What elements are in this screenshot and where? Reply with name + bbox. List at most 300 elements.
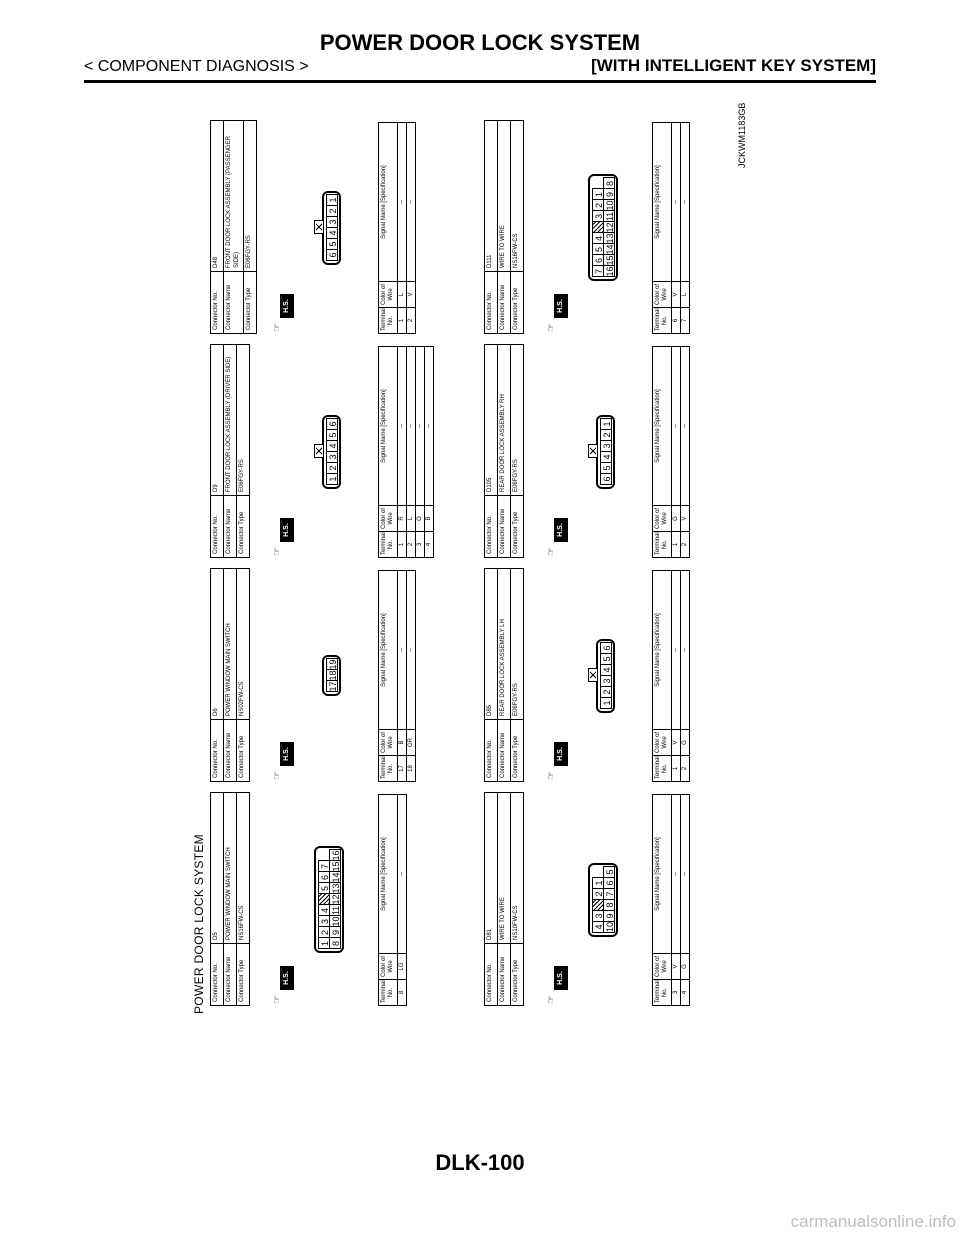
hand-icon: ☞ <box>546 547 557 556</box>
wire-color: V <box>407 281 415 307</box>
wire-color-header: Color of Wire <box>379 505 397 531</box>
signal-name: – <box>682 424 689 428</box>
wire-color-header: Color of Wire <box>653 505 671 531</box>
pin: 13 <box>331 883 341 894</box>
connector-no-label: Connector No. <box>485 943 497 1005</box>
wire-color: V <box>672 729 680 755</box>
wire-color: R <box>398 505 406 531</box>
terminal-no: 3 <box>672 979 680 1005</box>
terminal-no: 1 <box>672 531 680 557</box>
wire-color-header: Color of Wire <box>379 953 397 979</box>
terminal-no: 2 <box>407 307 415 333</box>
pin: 3 <box>318 916 330 928</box>
terminal-no: 18 <box>407 755 415 781</box>
pin: 5 <box>326 238 338 250</box>
wire-color: B <box>398 729 406 755</box>
connector-no-value: D6 <box>213 708 219 716</box>
pin: 11 <box>605 211 615 222</box>
pin-row <box>326 419 337 485</box>
connector-no-label: Connector No. <box>211 495 223 557</box>
connector-info-table <box>210 568 250 782</box>
terminal-no-header: Terminal No. <box>653 531 671 557</box>
pin-row <box>326 195 337 261</box>
connector-name-label: Connector Name <box>498 495 510 557</box>
connector-name-label: Connector Name <box>224 943 236 1005</box>
connector-name-value: REAR DOOR LOCK ASSEMBLY RH <box>500 394 506 492</box>
wire-color-header: Color of Wire <box>653 281 671 307</box>
connector-no-value: D48 <box>213 256 219 268</box>
pin: 15 <box>331 861 341 872</box>
signal-name: – <box>682 648 689 652</box>
signal-name: – <box>399 200 406 204</box>
connector-name-value: WIRE TO WIRE <box>500 225 506 268</box>
terminal-no: 1 <box>672 755 680 781</box>
connector-name-value: REAR DOOR LOCK ASSEMBLY LH <box>500 619 506 716</box>
pin: 5 <box>326 429 338 441</box>
pin: 10 <box>605 921 615 932</box>
terminal-row <box>672 571 681 781</box>
wire-color-header: Color of Wire <box>379 729 397 755</box>
terminal-row <box>672 795 681 1005</box>
pin: 7 <box>592 266 604 278</box>
terminal-table <box>378 570 416 782</box>
pin: 12 <box>331 894 341 905</box>
connector-name-value: FRONT DOOR LOCK ASSEMBLY (PASSENGER SIDE) <box>226 136 240 268</box>
pin-row <box>600 419 611 485</box>
pin: 3 <box>326 216 338 228</box>
hs-symbol <box>272 516 296 556</box>
connector-no-row <box>485 121 498 333</box>
terminal-row <box>681 571 689 781</box>
pin: 1 <box>592 189 604 201</box>
wire-color: L <box>681 281 689 307</box>
pin: 1 <box>600 418 612 430</box>
pin: 3 <box>600 675 612 687</box>
diagram-code: JCKWM1183GB <box>737 102 747 168</box>
connector-type-row <box>237 569 249 781</box>
connector-no-row <box>211 569 224 781</box>
lock-tab-icon <box>588 668 598 682</box>
pin: 16 <box>331 850 341 861</box>
terminal-no: 3 <box>416 531 424 557</box>
pin-row <box>318 851 329 950</box>
wire-color: V <box>672 281 680 307</box>
terminal-no: 1 <box>398 307 406 333</box>
pin: 5 <box>600 462 612 474</box>
connector-type-row <box>511 345 523 557</box>
hs-badge: H.S. <box>554 518 568 542</box>
connector-type-row <box>244 121 256 333</box>
connector-name-row <box>224 345 237 557</box>
connector-name-row <box>224 121 244 333</box>
pin: 8 <box>329 938 341 950</box>
connector-type-value: NS16FW-CS <box>513 233 519 268</box>
connector-cell <box>210 570 470 782</box>
lock-tab-icon <box>314 220 324 234</box>
terminal-no: 2 <box>681 531 689 557</box>
pin-row <box>592 179 603 278</box>
hs-badge: H.S. <box>554 966 568 990</box>
pin: 6 <box>326 249 338 261</box>
pin: 10 <box>331 916 341 927</box>
hs-symbol <box>546 964 570 1004</box>
pin: 9 <box>603 189 615 201</box>
terminal-table-header <box>379 347 398 557</box>
pin: 3 <box>592 910 604 922</box>
connector-diagram <box>192 102 832 1014</box>
wire-color: GR <box>407 729 415 755</box>
header-rule <box>84 80 876 83</box>
connector-type-label: Connector Type <box>511 495 523 557</box>
connector-no-value: D85 <box>487 704 493 716</box>
pin: 2 <box>318 927 330 939</box>
connector-name-label: Connector Name <box>498 271 510 333</box>
wire-color: G <box>672 505 680 531</box>
signal-name-header: Signal Name [Specification] <box>381 837 387 911</box>
terminal-row <box>681 795 689 1005</box>
signal-name: – <box>673 200 680 204</box>
pin: 4 <box>326 227 338 239</box>
connector-info-table <box>484 344 524 558</box>
connector-type-value: E06FGY-RS <box>513 459 519 492</box>
wire-color: G <box>681 729 689 755</box>
pin: 7 <box>603 888 615 900</box>
connector-cell <box>484 794 744 1006</box>
pin: 4 <box>600 451 612 463</box>
connector-name-row <box>498 793 511 1005</box>
connector-face <box>322 191 341 265</box>
wire-color: B <box>425 505 433 531</box>
signal-name: – <box>682 872 689 876</box>
terminal-row <box>407 571 415 781</box>
terminal-table <box>378 346 434 558</box>
connector-type-row <box>237 345 249 557</box>
page-title: POWER DOOR LOCK SYSTEM <box>319 30 641 55</box>
connector-cell <box>210 346 470 558</box>
pin: 6 <box>592 255 604 267</box>
signal-name: – <box>682 200 689 204</box>
connector-face <box>596 639 615 713</box>
hs-symbol <box>272 292 296 332</box>
connector-name-row <box>224 569 237 781</box>
terminal-row <box>416 347 425 557</box>
pin: 16 <box>605 266 615 277</box>
pin: 2 <box>326 462 338 474</box>
connector-name-row <box>498 569 511 781</box>
connector-cell <box>484 570 744 782</box>
connector-no-label: Connector No. <box>211 271 223 333</box>
hand-icon: ☞ <box>272 995 283 1004</box>
pin-row <box>592 867 603 933</box>
connector-no-value: D5 <box>213 932 219 940</box>
connector-name-value: POWER WINDOW MAIN SWITCH <box>226 623 232 716</box>
terminal-no: 2 <box>681 755 689 781</box>
pin: 4 <box>592 921 604 933</box>
hs-badge: H.S. <box>280 294 294 318</box>
connector-type-value: E06FGY-RS <box>239 459 245 492</box>
hs-badge: H.S. <box>280 742 294 766</box>
pin: 2 <box>592 200 604 212</box>
pin-row <box>329 851 340 950</box>
connector-type-value: NS02FW-CS <box>239 681 245 716</box>
terminal-table-header <box>653 795 672 1005</box>
connector-no-value: D105 <box>487 477 493 492</box>
connector-no-row <box>485 793 498 1005</box>
connector-name-row <box>224 793 237 1005</box>
connector-type-row <box>511 793 523 1005</box>
connector-no-row <box>211 121 224 333</box>
pin: 18 <box>328 670 338 681</box>
connector-type-value: NS10FW-CS <box>513 905 519 940</box>
wire-color-header: Color of Wire <box>379 281 397 307</box>
pin: 1 <box>318 938 330 950</box>
pin: 1 <box>326 473 338 485</box>
pin-row <box>600 643 611 709</box>
connector-type-label: Connector Type <box>244 271 256 333</box>
connector-face <box>322 415 341 489</box>
connector-name-value: POWER WINDOW MAIN SWITCH <box>226 847 232 940</box>
terminal-no: 8 <box>398 979 406 1005</box>
terminal-table <box>652 794 690 1006</box>
terminal-row <box>398 795 406 1005</box>
pin: 14 <box>331 872 341 883</box>
hs-symbol <box>272 740 296 780</box>
terminal-row <box>425 347 433 557</box>
pin: 5 <box>318 883 330 895</box>
signal-name-header: Signal Name [Specification] <box>655 613 661 687</box>
connector-no-label: Connector No. <box>485 719 497 781</box>
pin: 3 <box>600 440 612 452</box>
connector-no-row <box>485 569 498 781</box>
connector-name-label: Connector Name <box>224 495 236 557</box>
terminal-row <box>681 123 689 333</box>
pin: 6 <box>600 473 612 485</box>
pin: 9 <box>603 910 615 922</box>
wire-color-header: Color of Wire <box>653 729 671 755</box>
signal-name: – <box>408 648 415 652</box>
pin: 4 <box>592 233 604 245</box>
diagram-title: POWER DOOR LOCK SYSTEM <box>192 834 206 1014</box>
connector-type-label: Connector Type <box>237 719 249 781</box>
hs-symbol <box>546 292 570 332</box>
wire-color: V <box>681 505 689 531</box>
pin: 11 <box>331 905 341 916</box>
connector-name-label: Connector Name <box>224 719 236 781</box>
connector-cell <box>210 122 470 334</box>
connector-type-row <box>237 793 249 1005</box>
pin: 2 <box>592 888 604 900</box>
terminal-row <box>398 123 407 333</box>
pin: 2 <box>600 686 612 698</box>
pin: 10 <box>605 200 615 211</box>
terminal-row <box>407 347 416 557</box>
signal-name-header: Signal Name [Specification] <box>655 837 661 911</box>
connector-face <box>314 847 344 954</box>
terminal-row <box>398 571 407 781</box>
connector-type-label: Connector Type <box>511 943 523 1005</box>
hand-icon: ☞ <box>546 995 557 1004</box>
connector-type-label: Connector Type <box>511 719 523 781</box>
terminal-table <box>652 346 690 558</box>
pin: 9 <box>329 927 341 939</box>
hs-badge: H.S. <box>554 742 568 766</box>
terminal-no: 6 <box>672 307 680 333</box>
connector-info-table <box>484 120 524 334</box>
connector-face <box>588 175 618 282</box>
terminal-row <box>672 123 681 333</box>
pin: 4 <box>326 440 338 452</box>
hs-badge: H.S. <box>280 966 294 990</box>
connector-type-label: Connector Type <box>237 943 249 1005</box>
pin: 5 <box>592 244 604 256</box>
hand-icon: ☞ <box>546 771 557 780</box>
variant-label: [WITH INTELLIGENT KEY SYSTEM] <box>591 56 876 75</box>
hand-icon: ☞ <box>546 323 557 332</box>
terminal-table-header <box>379 571 398 781</box>
hand-icon: ☞ <box>272 323 283 332</box>
terminal-no-header: Terminal No. <box>653 979 671 1005</box>
connector-no-value: D111 <box>487 254 493 268</box>
terminal-no: 17 <box>398 755 406 781</box>
terminal-no-header: Terminal No. <box>379 755 397 781</box>
pin: 3 <box>326 451 338 463</box>
pin: 6 <box>603 877 615 889</box>
connector-no-value: D9 <box>213 484 219 492</box>
signal-name: – <box>408 424 415 428</box>
pin: 5 <box>600 653 612 665</box>
signal-name: – <box>408 200 415 204</box>
wire-color: O <box>416 505 424 531</box>
hs-badge: H.S. <box>554 294 568 318</box>
connector-info-table <box>210 792 250 1006</box>
terminal-no-header: Terminal No. <box>379 307 397 333</box>
connector-type-row <box>511 569 523 781</box>
signal-name-header: Signal Name [Specification] <box>381 389 387 463</box>
connector-info-table <box>210 344 250 558</box>
terminal-table-header <box>653 347 672 557</box>
terminal-table-header <box>379 123 398 333</box>
terminal-row <box>681 347 689 557</box>
connector-name-value: WIRE TO WIRE <box>500 897 506 940</box>
connector-cell <box>484 346 744 558</box>
connector-no-label: Connector No. <box>485 495 497 557</box>
terminal-row <box>672 347 681 557</box>
connector-type-row <box>511 121 523 333</box>
connector-face <box>322 656 341 697</box>
hand-icon: ☞ <box>272 547 283 556</box>
terminal-no: 2 <box>407 531 415 557</box>
connector-no-label: Connector No. <box>211 943 223 1005</box>
pin: 6 <box>600 642 612 654</box>
lock-tab-icon <box>588 444 598 458</box>
pin-row <box>603 867 614 933</box>
connector-info-table <box>484 792 524 1006</box>
signal-name: – <box>399 424 406 428</box>
watermark: carmanualsonline.info <box>790 1212 956 1231</box>
pin: 14 <box>605 244 615 255</box>
hs-badge: H.S. <box>280 518 294 542</box>
pin-row <box>603 179 614 278</box>
pin: 4 <box>318 905 330 917</box>
signal-name: – <box>417 424 424 428</box>
terminal-table-header <box>379 795 398 1005</box>
pin: 13 <box>605 233 615 244</box>
pin: 7 <box>318 861 330 873</box>
terminal-no: 7 <box>681 307 689 333</box>
pin: 1 <box>600 697 612 709</box>
wire-color: G <box>681 953 689 979</box>
pin: 5 <box>603 866 615 878</box>
terminal-no: 4 <box>425 531 433 557</box>
pin: 8 <box>603 899 615 911</box>
connector-no-value: D81 <box>487 928 493 940</box>
signal-name: – <box>399 648 406 652</box>
signal-name-header: Signal Name [Specification] <box>655 389 661 463</box>
wire-color-header: Color of Wire <box>653 953 671 979</box>
signal-name: – <box>673 872 680 876</box>
connector-no-label: Connector No. <box>211 719 223 781</box>
connector-type-value: NS16FW-CS <box>239 905 245 940</box>
pin: 19 <box>328 659 338 670</box>
signal-name: – <box>673 648 680 652</box>
terminal-table <box>378 122 416 334</box>
page-number: DLK-100 <box>435 1150 525 1175</box>
wire-color: L <box>398 281 406 307</box>
wire-color: V <box>672 953 680 979</box>
pin: 12 <box>605 222 615 233</box>
pin: 3 <box>592 211 604 223</box>
terminal-table <box>652 122 690 334</box>
pin: 2 <box>600 429 612 441</box>
connector-name-row <box>498 121 511 333</box>
signal-name: – <box>426 424 433 428</box>
signal-name-header: Signal Name [Specification] <box>655 165 661 239</box>
connector-cell <box>484 122 744 334</box>
pin: 6 <box>318 872 330 884</box>
terminal-no-header: Terminal No. <box>653 307 671 333</box>
pin: 4 <box>600 664 612 676</box>
connector-type-value: E06FGY-RS <box>246 235 252 268</box>
connector-name-value: FRONT DOOR LOCK ASSEMBLY (DRIVER SIDE) <box>226 356 232 492</box>
hs-symbol <box>546 740 570 780</box>
connector-name-row <box>498 345 511 557</box>
connector-info-table <box>210 120 257 334</box>
terminal-row <box>407 123 415 333</box>
pin-row <box>326 660 337 693</box>
signal-name-header: Signal Name [Specification] <box>381 165 387 239</box>
connector-name-label: Connector Name <box>498 943 510 1005</box>
connector-type-label: Connector Type <box>237 495 249 557</box>
connector-cell <box>210 794 470 1006</box>
connector-type-label: Connector Type <box>511 271 523 333</box>
terminal-no-header: Terminal No. <box>379 979 397 1005</box>
hand-icon: ☞ <box>272 771 283 780</box>
terminal-no: 4 <box>681 979 689 1005</box>
signal-name: – <box>673 424 680 428</box>
terminal-no: 1 <box>398 531 406 557</box>
hs-symbol <box>272 964 296 1004</box>
connector-info-table <box>484 568 524 782</box>
connector-no-row <box>211 793 224 1005</box>
terminal-no-header: Terminal No. <box>653 755 671 781</box>
connector-face <box>596 415 615 489</box>
signal-name-header: Signal Name [Specification] <box>381 613 387 687</box>
hs-symbol <box>546 516 570 556</box>
signal-name: – <box>399 872 406 876</box>
connector-type-value: E06FGY-RS <box>513 683 519 716</box>
terminal-table <box>378 794 407 1006</box>
pin: 2 <box>326 205 338 217</box>
